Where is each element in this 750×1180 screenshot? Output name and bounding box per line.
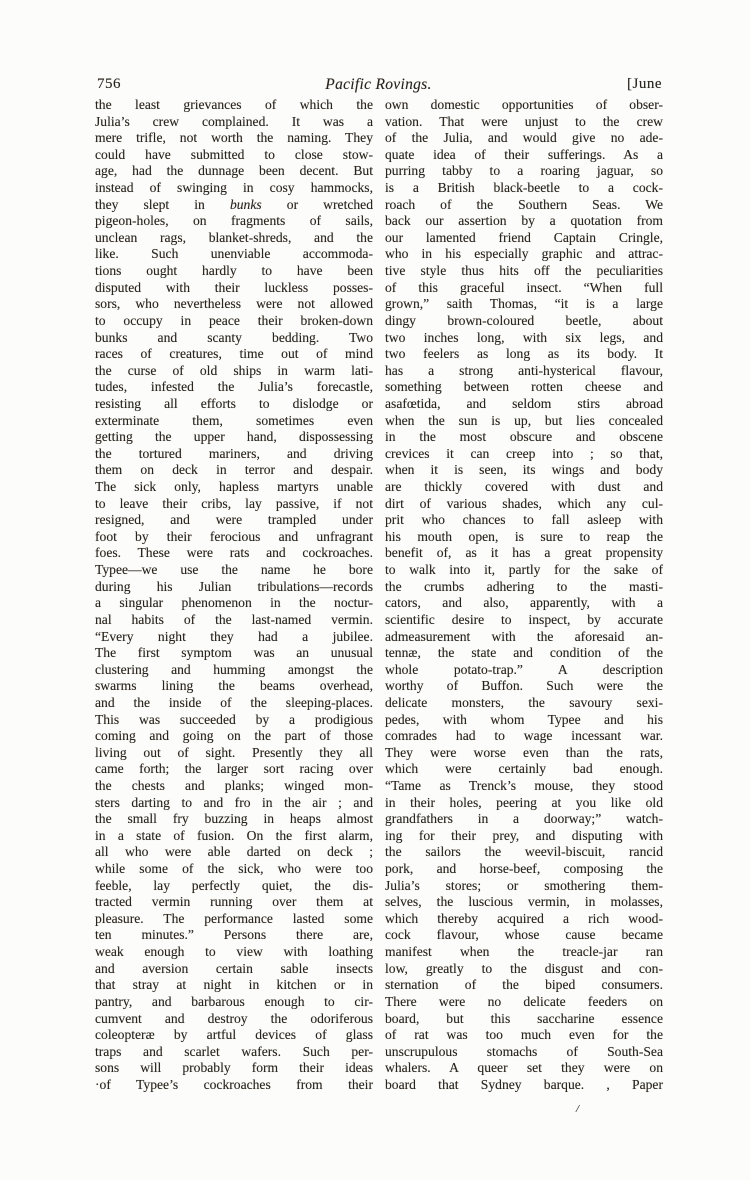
text-line: which were certainly bad enough. [385,761,663,777]
text-line: swarms lining the beams overhead, [95,678,373,694]
text-line: nal habits of the last-named vermin. [95,611,373,627]
text-line: back our assertion by a quotation from [385,213,663,229]
text-line: scientific desire to inspect, by accurate [385,611,663,627]
text-line: worthy of Buffon. Such were the [385,678,663,694]
text-line: when the sun is up, but lies concealed [385,412,663,428]
text-line: in a state of fusion. On the first alarm, [95,827,373,843]
text-line: living out of sight. Presently they all [95,744,373,760]
text-line: own domestic opportunities of obser- [385,97,663,112]
text-line: purring tabby to a roaring jaguar, so [385,163,663,179]
text-line: Julia’s stores; or smothering them- [385,877,663,893]
text-line: pedes, with whom Typee and his [385,711,663,727]
text-line: in their holes, peering at you like old [385,794,663,810]
text-line: like. Such unenviable accommoda- [95,246,373,262]
text-line: foot by their ferocious and unfragrant [95,528,373,544]
text-line: feeble, lay perfectly quiet, the dis- [95,877,373,893]
text-line: tive style thus hits off the peculiarities [385,263,663,279]
text-line: pleasure. The performance lasted some [95,910,373,926]
text-line: resisting all efforts to dislodge or [95,395,373,411]
text-line: all who were able darted on deck ; [95,844,373,860]
text-line: unscrupulous stomachs of South-Sea [385,1043,663,1059]
text-line: the sailors the weevil-biscuit, rancid [385,844,663,860]
text-line: races of creatures, time out of mind [95,346,373,362]
text-line: two inches long, with six legs, and [385,329,663,345]
text-line: comrades had to wage incessant war. [385,728,663,744]
text-line: the tortured mariners, and driving [95,445,373,461]
text-line: to occupy in peace their broken-down [95,312,373,328]
text-line: when it is seen, its wings and body [385,462,663,478]
text-line: who in his especially graphic and attrac- [385,246,663,262]
text-line: pork, and horse-beef, composing the [385,861,663,877]
text-line: his mouth open, is sure to reap the [385,528,663,544]
text-line: The sick only, hapless martyrs unable [95,479,373,495]
text-line: the crumbs adhering to the masti- [385,578,663,594]
text-line: cumvent and destroy the odoriferous [95,1010,373,1026]
page-number: 756 [97,76,121,92]
text-column-right [385,97,663,1094]
text-line: coleopteræ by artful devices of glass [95,1027,373,1043]
text-line: getting the upper hand, dispossessing [95,429,373,445]
text-line: coming and going on the part of those [95,728,373,744]
text-line: the least grievances of which the [95,97,373,112]
text-line: in the most obscure and obscene [385,429,663,445]
text-line: whalers. A queer set they were on [385,1060,663,1076]
text-line: which thereby acquired a rich wood- [385,910,663,926]
text-line: and aversion certain sable insects [95,960,373,976]
text-line: admeasurement with the aforesaid an- [385,628,663,644]
text-line: There were no delicate feeders on [385,993,663,1009]
text-line: disputed with their luckless posses- [95,279,373,295]
text-line: of rat was too much even for the [385,1027,663,1043]
text-line: ten minutes.” Persons there are, [95,927,373,943]
text-line: manifest when the treacle-jar ran [385,944,663,960]
text-line: whole potato-trap.” A description [385,661,663,677]
text-line: grandfathers in a doorway;” watch- [385,811,663,827]
page-title: Pacific Rovings. [325,76,432,93]
text-line: quate idea of their sufferings. As a [385,146,663,162]
text-line: sternation of the biped consumers. [385,977,663,993]
text-line: ing for their prey, and disputing with [385,827,663,843]
text-line: board, but this saccharine essence [385,1010,663,1026]
text-line: the chests and planks; winged mon- [95,777,373,793]
text-line: bunks and scanty bedding. Two [95,329,373,345]
text-line: exterminate them, sometimes even [95,412,373,428]
text-line: Typee—we use the name he bore [95,562,373,578]
text-line: tudes, infested the Julia’s forecastle, [95,379,373,395]
text-line: that stray at night in kitchen or in [95,977,373,993]
text-line: tennæ, the state and condition of the [385,645,663,661]
running-head [95,76,662,96]
text-line: prit who chances to fall asleep with [385,512,663,528]
text-line: delicate monsters, the savoury sexi- [385,694,663,710]
text-line: tracted vermin running over them at [95,894,373,910]
text-line: age, had the dunnage been decent. But [95,163,373,179]
text-line: board that Sydney barque. , Paper [385,1076,663,1092]
text-line: dirt of various shades, which any cul- [385,495,663,511]
text-line: vation. That were unjust to the crew [385,113,663,129]
text-line: to leave their cribs, lay passive, if not [95,495,373,511]
text-line: Julia’s crew complained. It was a [95,113,373,129]
text-line: benefit of, as it has a great propensity [385,545,663,561]
text-line: pantry, and barbarous enough to cir- [95,993,373,1009]
text-line: roach of the Southern Seas. We [385,196,663,212]
text-line: The first symptom was an unusual [95,645,373,661]
text-line: cators, and also, apparently, with a [385,595,663,611]
text-line: the curse of old ships in warm lati- [95,362,373,378]
text-line: grown,” saith Thomas, “it is a large [385,296,663,312]
text-line: and the inside of the sleeping-places. [95,694,373,710]
text-line: during his Julian tribulations—records [95,578,373,594]
text-line: they slept in bunks or wretched [95,196,374,212]
text-line: of the Julia, and would give no ade- [385,130,663,146]
text-line: clustering and humming amongst the [95,661,373,677]
text-line: sons will probably form their ideas [95,1060,373,1076]
text-line: mere trifle, not worth the naming. They [95,130,373,146]
text-line: something between rotten cheese and [385,379,663,395]
text-line: dingy brown-coloured beetle, about [385,312,663,328]
text-line: came forth; the larger sort racing over [95,761,373,777]
text-line: selves, the luscious vermin, in molasses, [385,894,663,910]
text-line: “Every night they had a jubilee. [95,628,373,644]
text-line: asafœtida, and seldom stirs abroad [385,395,663,411]
text-line: This was succeeded by a prodigious [95,711,373,727]
text-line: could have submitted to close stow- [95,146,373,162]
text-line: traps and scarlet wafers. Such per- [95,1043,373,1059]
text-line: our lamented friend Captain Cringle, [385,229,663,245]
text-line: weak enough to view with loathing [95,944,373,960]
text-line: is a British black-beetle to a cock- [385,180,663,196]
text-line: resigned, and were trampled under [95,512,373,528]
text-line: ·of Typee’s cockroaches from their [95,1076,373,1092]
text-line: pigeon-holes, on fragments of sails, [95,213,373,229]
text-line: tions ought hardly to have been [95,263,373,279]
text-line: “Tame as Trenck’s mouse, they stood [385,777,663,793]
text-line: the small fry buzzing in heaps almost [95,811,373,827]
text-line: are thickly covered with dust and [385,479,663,495]
text-line: foes. These were rats and cockroaches. [95,545,373,561]
text-line: sters darting to and fro in the air ; and [95,794,373,810]
text-line: while some of the sick, who were too [95,861,373,877]
text-line: crevices it can creep into ; so that, [385,445,663,461]
issue-label: [June [627,76,662,92]
text-line: them on deck in terror and despair. [95,462,373,478]
text-line: instead of swinging in cosy hammocks, [95,180,373,196]
text-line: cock flavour, whose cause became [385,927,663,943]
text-line: sors, who nevertheless were not allowed [95,296,373,312]
text-line: unclean rags, blanket-shreds, and the [95,229,373,245]
scan-artifact: / [576,1103,580,1115]
text-column-left [95,97,373,1094]
text-line: two feelers as long as its body. It [385,346,663,362]
text-line: a singular phenomenon in the noctur- [95,595,373,611]
text-line: They were worse even than the rats, [385,744,663,760]
text-line: has a strong anti-hysterical flavour, [385,362,663,378]
text-line: to walk into it, partly for the sake of [385,562,663,578]
text-line: low, greatly to the disgust and con- [385,960,663,976]
text-line: of this graceful insect. “When full [385,279,663,295]
